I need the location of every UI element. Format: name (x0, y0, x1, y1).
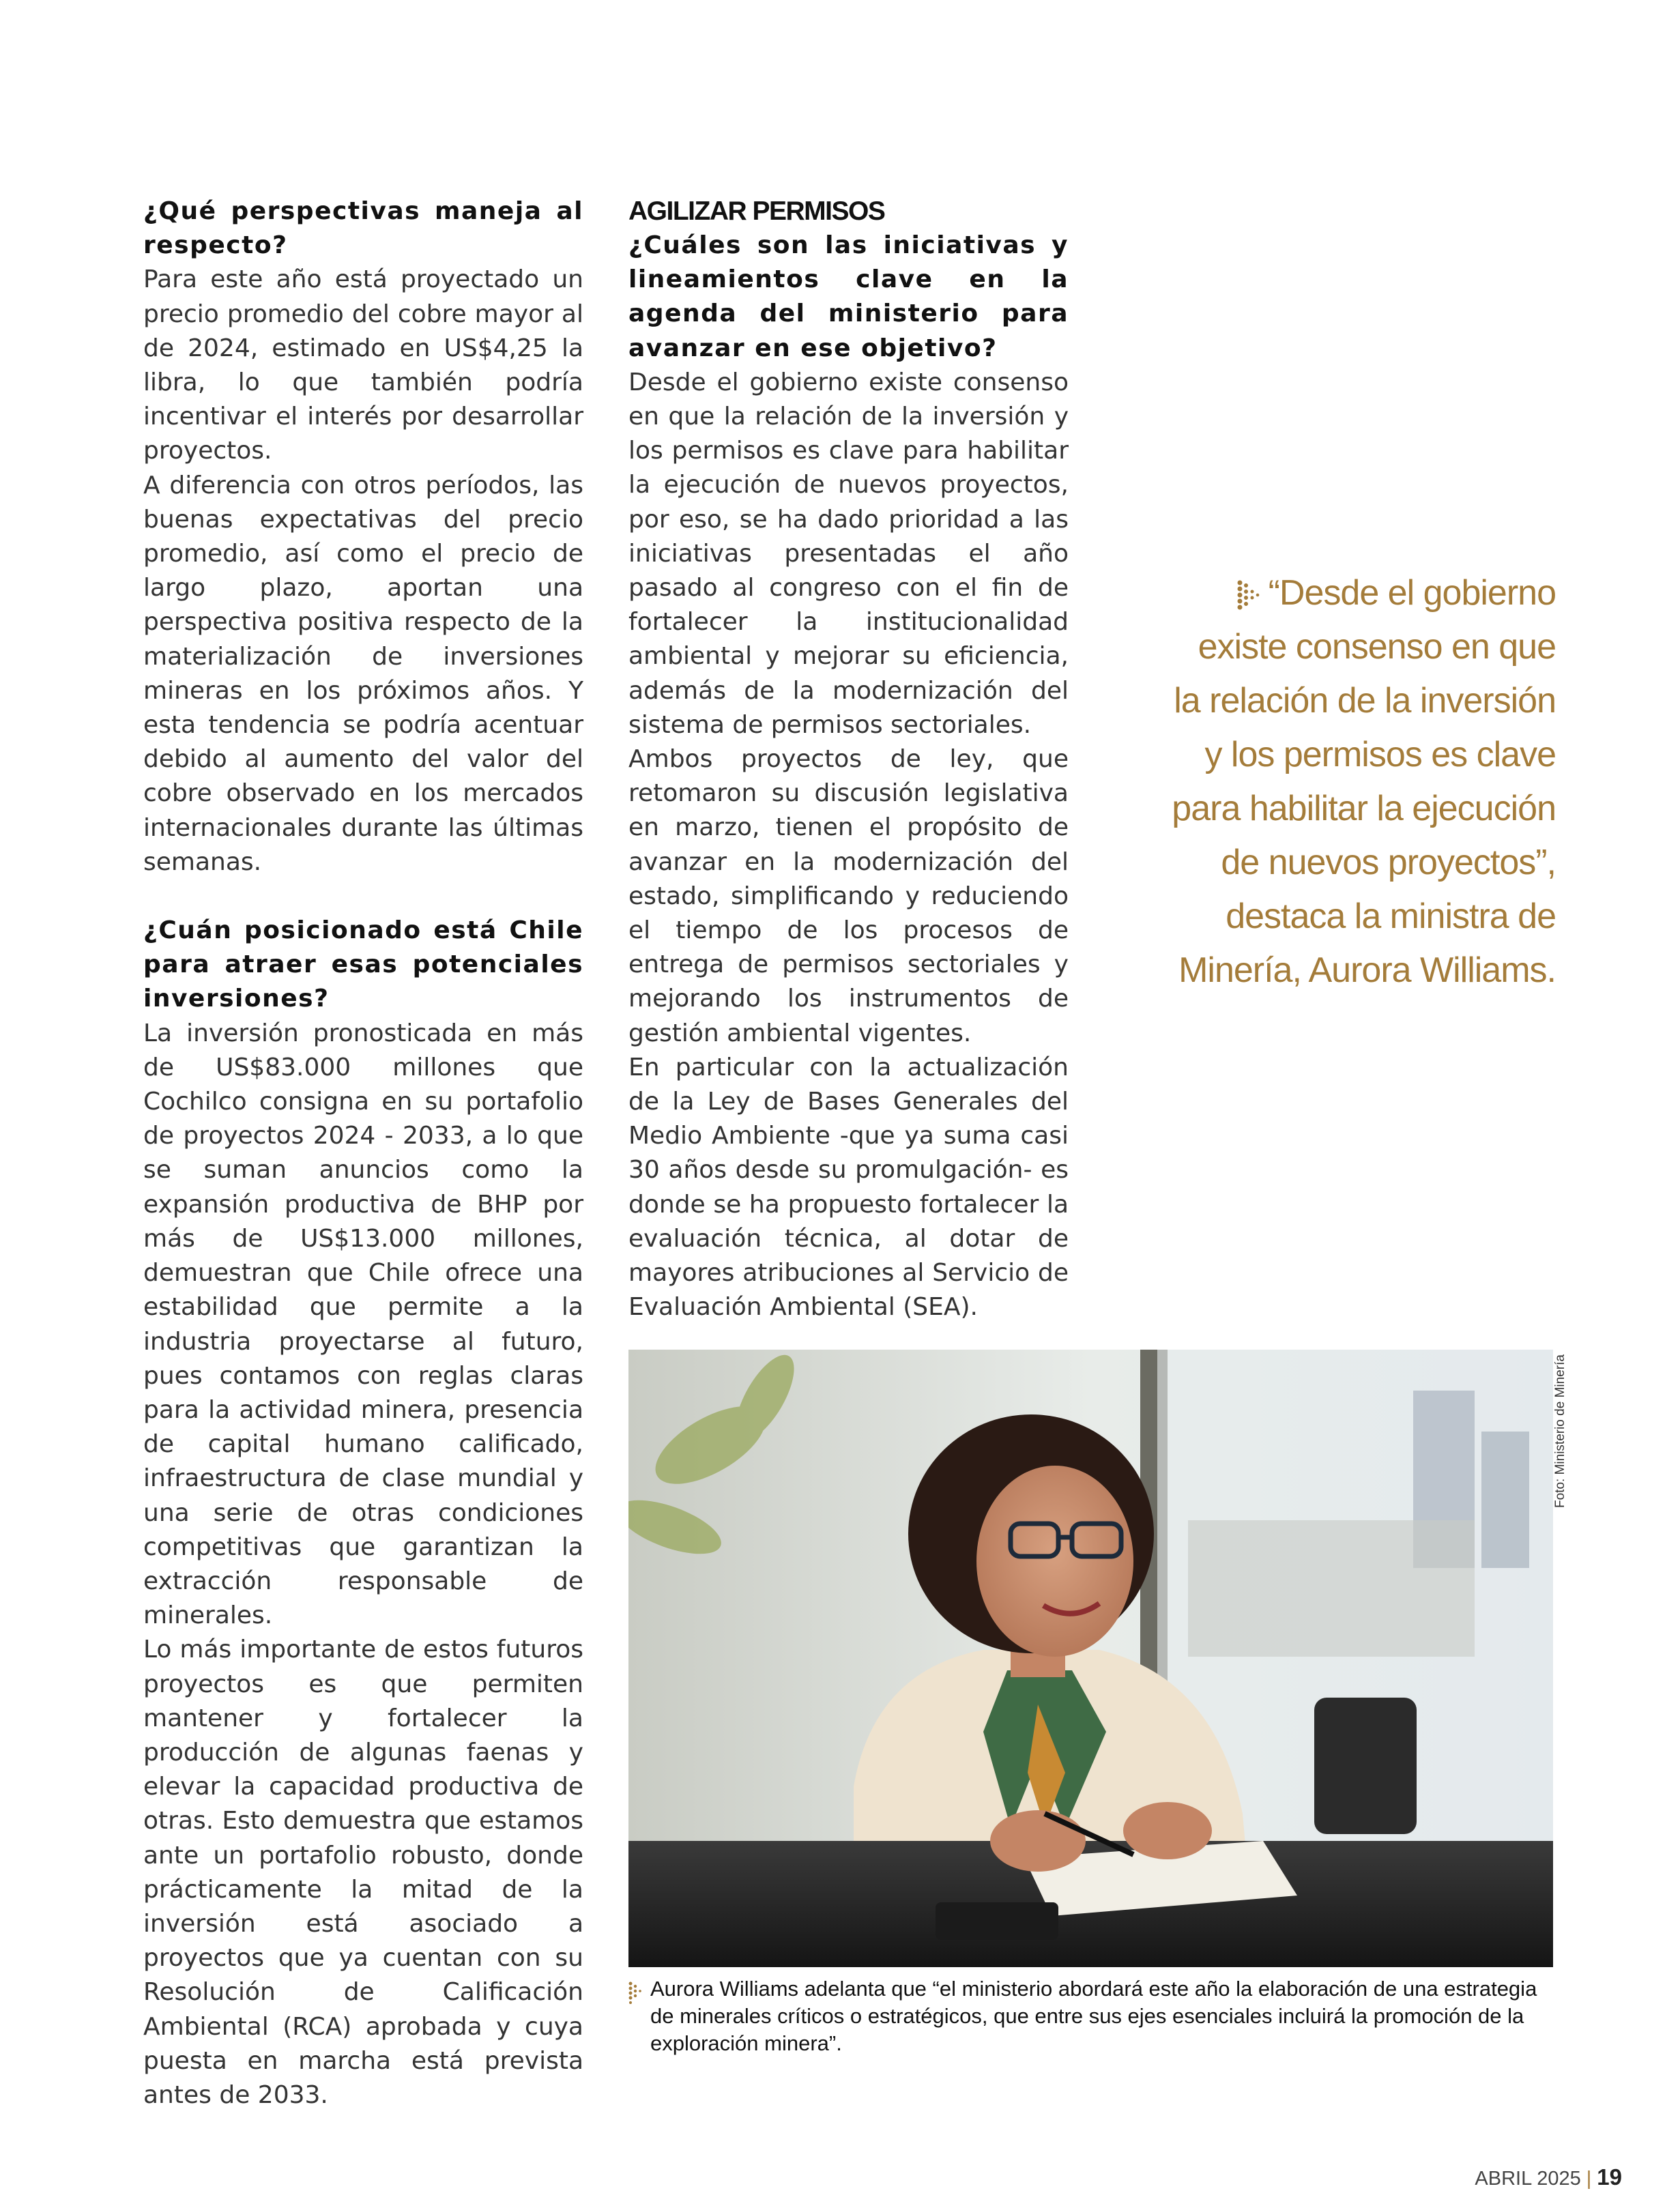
issue-date: ABRIL 2025 (1475, 2168, 1581, 2190)
dots-bullet-icon (1237, 579, 1260, 611)
middle-column (628, 194, 1069, 1325)
spacer (143, 880, 583, 914)
pull-quote-line: existe consenso en que (1198, 627, 1556, 667)
pull-quote-line: la relación de la inversión (1174, 681, 1556, 721)
left-column (143, 194, 583, 2112)
caption-text: Aurora Williams adelanta que “el ministerio abordará este año la elaboración de una estrategia de minerales críticos o estratégicos, que entre sus ejes esenciales incluirá la promoción de la exploración minera”. (650, 1977, 1537, 2055)
pull-quote-line: Minería, Aurora Williams. (1178, 950, 1556, 990)
dots-bullet-icon (628, 1981, 643, 2004)
page-folio (1475, 2164, 1622, 2190)
question-posicionado: ¿Cuán posicionado está Chile para atraer esas potenciales inversiones? (143, 916, 583, 1013)
paragraph: En particular con la actualización de la Ley de Bases Generales del Medio Ambiente -que ya suma casi 30 años desde su promulgación- es donde se ha propuesto fortalecer la evaluación técnica, al dotar de mayores atribuciones al Servicio de Evaluación Ambiental (SEA). (628, 1053, 1069, 1322)
portrait-illustration (628, 1350, 1553, 1967)
paragraph: Lo más importante de estos futuros proyectos es que permiten mantener y fortalecer la producción de algunas faenas y elevar la capacidad productiva de otras. Esto demuestra que estamos ante un portafolio robusto, donde prácticamente la mitad de la inversión está asociado a proyectos que ya cuentan con su Resolución de Calificación Ambiental (RCA) aprobada y cuya puesta en marcha está prevista antes de 2033. (143, 1636, 583, 2109)
photo-caption (628, 1975, 1556, 2057)
photo-credit: Foto: Ministerio de Minería (1553, 1354, 1567, 1508)
paragraph: Ambos proyectos de ley, que retomaron su discusión legislativa en marzo, tienen el propósito de avanzar en la modernización del estado, simplificando y reduciendo el tiempo de los procesos de entrega de permisos sectoriales y mejorando los instrumentos de gestión ambiental vigentes. (628, 745, 1069, 1047)
section-heading: AGILIZAR PERMISOS (628, 197, 885, 226)
pull-quote-line: y los permisos es clave (1204, 735, 1556, 774)
paragraph: Para este año está proyectado un precio promedio del cobre mayor al de 2024, estimado en US$4,25 la libra, lo que también podría incentivar el interés por desarrollar proyectos. (143, 265, 583, 465)
portrait-photo (628, 1350, 1553, 1967)
paragraph: La inversión pronosticada en más de US$83.000 millones que Cochilco consigna en su portafolio de proyectos 2024 - 2033, a lo que se suman anuncios como la expansión productiva de BHP por más de US$13.000 millones, demuestran que Chile ofrece una estabilidad que permite a la industria proyectarse al futuro, pues contamos con reglas claras para la actividad minera, presencia de capital humano calificado, infraestructura de clase mundial y una serie de otras condiciones competitivas que garantizan la extracción responsable de minerales. (143, 1019, 583, 1630)
pull-quote (1119, 566, 1556, 998)
pull-quote-line: para habilitar la ejecución (1172, 789, 1556, 828)
pull-quote-line: de nuevos proyectos”, (1221, 843, 1556, 882)
pull-quote-line: destaca la ministra de (1226, 897, 1556, 936)
question-perspectivas: ¿Qué perspectivas maneja al respecto? (143, 197, 583, 260)
pull-quote-line: “Desde el gobierno (1119, 566, 1556, 620)
folio-separator: | (1586, 2168, 1592, 2190)
question-iniciativas: ¿Cuáles son las iniciativas y lineamientos clave en la agenda del ministerio para avanzar en ese objetivo? (628, 231, 1069, 362)
paragraph: A diferencia con otros períodos, las buenas expectativas del precio promedio, así como el precio de largo plazo, aportan una perspectiva positiva respecto de la materialización de inversiones mineras en los próximos años. Y esta tendencia se podría acentuar debido al aumento del valor del cobre observado en los mercados internacionales durante las últimas semanas. (143, 471, 583, 876)
paragraph: Desde el gobierno existe consenso en que la relación de la inversión y los permisos es clave para habilitar la ejecución de nuevos proyectos, por eso, se ha dado prioridad a las iniciativas presentadas el año pasado al congreso con el fin de fortalecer la institucionalidad ambiental y mejorar su eficiencia, además de la modernización del sistema de permisos sectoriales. (628, 368, 1069, 739)
page-number: 19 (1597, 2164, 1622, 2190)
